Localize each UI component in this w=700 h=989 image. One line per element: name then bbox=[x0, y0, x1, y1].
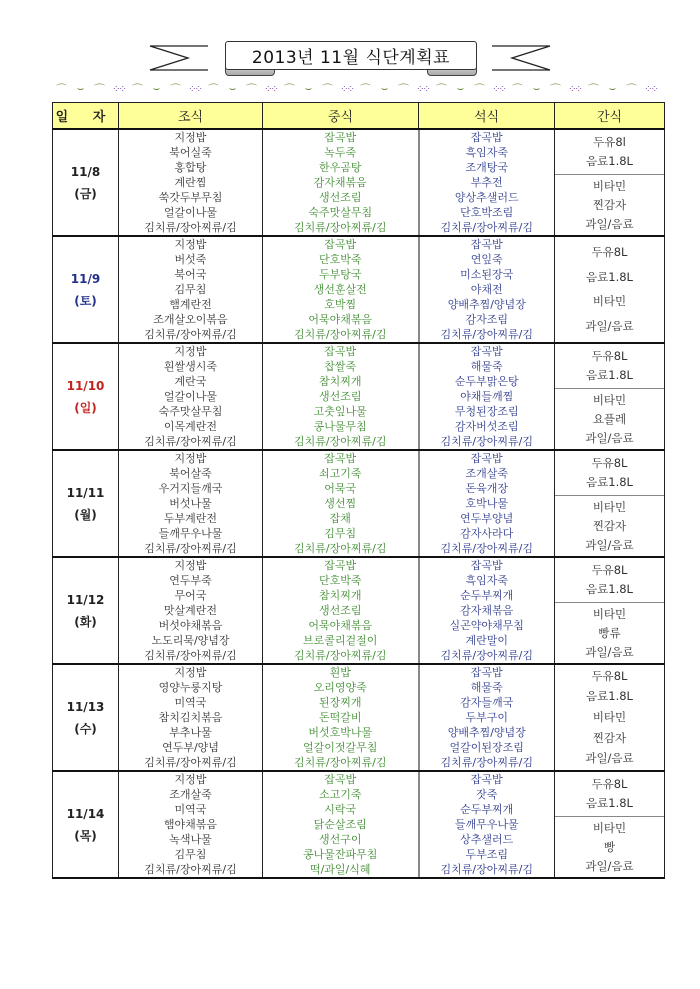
lunch-cell bbox=[263, 343, 419, 450]
breakfast-item: 흰쌀생시죽 bbox=[163, 360, 218, 373]
header-breakfast: 조식 bbox=[119, 103, 263, 130]
snack-item: 비타민 bbox=[592, 606, 627, 621]
snack-item: 찐감자 bbox=[592, 730, 627, 745]
dinner-item: 연잎죽 bbox=[470, 253, 503, 266]
breakfast-item: 김치류/장아찌류/김 bbox=[144, 863, 237, 876]
leaf-ornament-icon: ⌒ bbox=[246, 83, 257, 96]
lunch-item: 쇠고기죽 bbox=[318, 467, 362, 480]
snack-item: 두유8L bbox=[591, 777, 628, 791]
lunch-item: 호박찜 bbox=[324, 298, 357, 311]
date-label: 11/10 bbox=[66, 378, 105, 393]
date-cell bbox=[53, 664, 119, 771]
breakfast-item: 버섯야채볶음 bbox=[158, 619, 223, 632]
leaf-ornament-icon: ⌣ bbox=[456, 82, 465, 95]
breakfast-item: 조개살오이볶음 bbox=[153, 313, 228, 326]
lunch-item: 생선찜 bbox=[324, 497, 357, 510]
breakfast-item: 들깨무우나물 bbox=[158, 527, 223, 540]
weekday-label: (화) bbox=[74, 614, 97, 629]
dinner-item: 무청된장조림 bbox=[454, 405, 519, 418]
snack-item: 빵류 bbox=[598, 625, 621, 640]
table-row bbox=[53, 343, 665, 450]
breakfast-cell bbox=[119, 450, 263, 557]
lunch-cell bbox=[263, 236, 419, 343]
breakfast-cell bbox=[119, 664, 263, 771]
lunch-item: 생선훈살전 bbox=[313, 283, 367, 296]
date-label: 11/13 bbox=[66, 699, 105, 714]
breakfast-item: 영양누룽지탕 bbox=[158, 681, 223, 694]
lunch-item: 생선구이 bbox=[318, 833, 362, 846]
dinner-item: 야채들깨찜 bbox=[460, 390, 514, 403]
snack-afternoon bbox=[555, 496, 664, 556]
grape-ornament-icon: ⁘⁘ bbox=[112, 83, 125, 95]
snack-item: 음료1.8L bbox=[586, 475, 633, 489]
snack-cell bbox=[555, 129, 665, 236]
lunch-item: 콩나물무침 bbox=[313, 420, 367, 433]
breakfast-item: 지정밥 bbox=[174, 238, 207, 251]
breakfast-item: 이목계란전 bbox=[163, 420, 218, 433]
dinner-item: 김치류/장아찌류/김 bbox=[440, 542, 533, 555]
leaf-ornament-icon: ⌒ bbox=[170, 83, 181, 96]
snack-item: 음료1.8L bbox=[586, 796, 633, 810]
breakfast-item: 미역국 bbox=[174, 803, 207, 816]
date-cell bbox=[53, 343, 119, 450]
weekday-label: (토) bbox=[74, 293, 97, 308]
dinner-item: 조개탕국 bbox=[465, 161, 508, 174]
lunch-item: 녹두죽 bbox=[324, 146, 357, 159]
dinner-item: 두부조림 bbox=[465, 848, 508, 861]
weekday-label: (수) bbox=[74, 721, 97, 736]
lunch-item: 잡채 bbox=[329, 512, 351, 525]
snack-item: 비타민 bbox=[592, 499, 627, 514]
breakfast-item: 김치류/장아찌류/김 bbox=[144, 435, 237, 448]
breakfast-cell bbox=[119, 236, 263, 343]
ribbon-tail-right-icon bbox=[492, 44, 552, 72]
leaf-ornament-icon: ⌒ bbox=[284, 83, 295, 96]
breakfast-item: 노도리묵/양념장 bbox=[151, 634, 230, 647]
grape-ornament-icon: ⁘⁘ bbox=[492, 83, 505, 95]
date-label: 11/9 bbox=[70, 271, 101, 286]
leaf-ornament-icon: ⌣ bbox=[76, 82, 85, 95]
date-label: 11/12 bbox=[66, 592, 105, 607]
dinner-item: 실곤약야채무침 bbox=[449, 619, 524, 632]
breakfast-item: 북어살죽 bbox=[169, 467, 212, 480]
breakfast-cell bbox=[119, 129, 263, 236]
dinner-item: 상추샐러드 bbox=[460, 833, 514, 846]
lunch-item: 생선조림 bbox=[318, 390, 362, 403]
lunch-item: 잡곡밥 bbox=[324, 559, 357, 572]
grape-ornament-icon: ⁘⁘ bbox=[340, 83, 353, 95]
lunch-item: 참치찌개 bbox=[318, 589, 362, 602]
breakfast-item: 지정밥 bbox=[174, 666, 207, 679]
leaf-ornament-icon: ⌣ bbox=[304, 82, 313, 95]
dinner-item: 김치류/장아찌류/김 bbox=[440, 756, 533, 769]
leaf-ornament-icon: ⌒ bbox=[474, 83, 485, 96]
snack-cell bbox=[555, 450, 665, 557]
grape-ornament-icon: ⁘⁘ bbox=[568, 83, 581, 95]
snack-item: 두유8L bbox=[591, 563, 628, 577]
lunch-item: 잡곡밥 bbox=[324, 238, 357, 251]
meal-plan-table bbox=[52, 102, 665, 879]
lunch-item: 단호박죽 bbox=[318, 253, 362, 266]
lunch-item: 감자채볶음 bbox=[313, 176, 367, 189]
leaf-ornament-icon: ⌒ bbox=[360, 83, 371, 96]
lunch-item: 시락국 bbox=[324, 803, 357, 816]
lunch-item: 오리영양죽 bbox=[313, 681, 367, 694]
breakfast-item: 지정밥 bbox=[174, 345, 207, 358]
dinner-item: 잡곡밥 bbox=[470, 559, 503, 572]
leaf-ornament-icon: ⌒ bbox=[322, 83, 333, 96]
dinner-item: 흑임자죽 bbox=[465, 146, 508, 159]
dinner-item: 흑임자죽 bbox=[465, 574, 508, 587]
snack-item: 두유8L bbox=[591, 349, 628, 363]
header-snack: 간식 bbox=[555, 103, 665, 130]
snack-item: 두유8L bbox=[591, 244, 628, 259]
dinner-cell bbox=[419, 771, 555, 878]
lunch-item: 잡곡밥 bbox=[324, 773, 357, 786]
breakfast-item: 얼갈이나물 bbox=[163, 390, 218, 403]
dinner-item: 김치류/장아찌류/김 bbox=[440, 328, 533, 341]
lunch-item: 김치류/장아찌류/김 bbox=[294, 328, 387, 341]
dinner-item: 김치류/장아찌류/김 bbox=[440, 649, 533, 662]
breakfast-item: 김치류/장아찌류/김 bbox=[144, 221, 237, 234]
dinner-item: 잡곡밥 bbox=[470, 345, 503, 358]
lunch-item: 찹쌀죽 bbox=[324, 360, 357, 373]
breakfast-item: 북어국 bbox=[174, 268, 207, 281]
dinner-item: 김치류/장아찌류/김 bbox=[440, 863, 533, 876]
table-row bbox=[53, 771, 665, 878]
snack-item: 과일/음료 bbox=[585, 537, 634, 552]
table-row bbox=[53, 129, 665, 236]
breakfast-item: 연두부죽 bbox=[169, 574, 212, 587]
leaf-ornament-icon: ⌒ bbox=[398, 83, 409, 96]
lunch-item: 잡곡밥 bbox=[324, 345, 357, 358]
breakfast-item: 김치류/장아찌류/김 bbox=[144, 328, 237, 341]
leaf-ornament-icon: ⌣ bbox=[532, 82, 541, 95]
snack-item: 비타민 bbox=[592, 294, 627, 309]
snack-item: 비타민 bbox=[592, 820, 627, 835]
breakfast-item: 지정밥 bbox=[174, 131, 207, 144]
dinner-item: 김치류/장아찌류/김 bbox=[440, 435, 533, 448]
breakfast-item: 무어국 bbox=[174, 589, 207, 602]
snack-morning bbox=[555, 130, 664, 175]
leaf-ornament-icon: ⌒ bbox=[550, 83, 561, 96]
breakfast-item: 참치김치볶음 bbox=[158, 711, 223, 724]
grape-ornament-icon: ⁘⁘ bbox=[416, 83, 429, 95]
breakfast-item: 계란찜 bbox=[174, 176, 207, 189]
dinner-item: 감자채볶음 bbox=[460, 604, 514, 617]
dinner-item: 연두부양념 bbox=[460, 512, 514, 525]
dinner-item: 순두부찌개 bbox=[460, 803, 514, 816]
dinner-item: 잣죽 bbox=[476, 788, 498, 801]
snack-cell bbox=[555, 664, 665, 771]
lunch-item: 콩나물잔파무침 bbox=[303, 848, 378, 861]
lunch-item: 된장찌개 bbox=[318, 696, 362, 709]
dinner-cell bbox=[419, 557, 555, 664]
table-row bbox=[53, 450, 665, 557]
snack-item: 찐감자 bbox=[592, 518, 627, 533]
weekday-label: (일) bbox=[74, 400, 97, 415]
table-row bbox=[53, 664, 665, 771]
snack-item: 두유8L bbox=[591, 668, 628, 683]
lunch-item: 김치류/장아찌류/김 bbox=[294, 221, 387, 234]
dinner-item: 김치류/장아찌류/김 bbox=[440, 221, 533, 234]
breakfast-cell bbox=[119, 771, 263, 878]
dinner-item: 양배추찜/양념장 bbox=[447, 726, 526, 739]
leaf-ornament-icon: ⌒ bbox=[588, 83, 599, 96]
dinner-cell bbox=[419, 236, 555, 343]
leaf-ornament-icon: ⌒ bbox=[626, 83, 637, 96]
dinner-item: 양상추샐러드 bbox=[454, 191, 519, 204]
title-banner bbox=[150, 38, 550, 78]
snack-item: 음료1.8L bbox=[586, 368, 633, 382]
lunch-item: 어묵야채볶음 bbox=[308, 313, 373, 326]
dinner-cell bbox=[419, 450, 555, 557]
snack-morning bbox=[555, 772, 664, 817]
lunch-cell bbox=[263, 450, 419, 557]
snack-item: 두유8L bbox=[591, 456, 628, 470]
date-cell bbox=[53, 557, 119, 664]
lunch-item: 김무침 bbox=[324, 527, 357, 540]
dinner-item: 감자버섯조림 bbox=[454, 420, 519, 433]
lunch-item: 김치류/장아찌류/김 bbox=[294, 649, 387, 662]
snack-item: 과일/음료 bbox=[585, 751, 634, 766]
lunch-cell bbox=[263, 557, 419, 664]
dinner-item: 들깨무우나물 bbox=[454, 818, 519, 831]
date-cell bbox=[53, 236, 119, 343]
dinner-item: 잡곡밥 bbox=[470, 666, 503, 679]
lunch-item: 닭순살조림 bbox=[313, 818, 367, 831]
breakfast-item: 햄계란전 bbox=[169, 298, 212, 311]
leaf-ornament-icon: ⌒ bbox=[56, 83, 67, 96]
snack-morning bbox=[555, 451, 664, 496]
snack-item: 음료1.8L bbox=[586, 154, 633, 168]
breakfast-item: 계란국 bbox=[174, 375, 207, 388]
snack-item: 두유8l bbox=[593, 135, 626, 149]
lunch-item: 김치류/장아찌류/김 bbox=[294, 435, 387, 448]
snack-afternoon bbox=[555, 389, 664, 449]
lunch-item: 생선조림 bbox=[318, 604, 362, 617]
breakfast-item: 홍합탕 bbox=[174, 161, 207, 174]
lunch-item: 잡곡밥 bbox=[324, 452, 357, 465]
snack-item: 과일/음료 bbox=[585, 216, 634, 231]
snack-afternoon bbox=[555, 603, 664, 663]
lunch-item: 숙주맛살무침 bbox=[308, 206, 373, 219]
date-label: 11/14 bbox=[66, 806, 105, 821]
breakfast-item: 햄야채볶음 bbox=[163, 818, 218, 831]
breakfast-item: 연두부/양념 bbox=[162, 741, 219, 754]
breakfast-item: 쑥갓두부무침 bbox=[158, 191, 223, 204]
dinner-item: 감자조림 bbox=[465, 313, 508, 326]
breakfast-cell bbox=[119, 557, 263, 664]
dinner-item: 잡곡밥 bbox=[470, 131, 503, 144]
dinner-cell bbox=[419, 129, 555, 236]
snack-item: 음료1.8L bbox=[586, 582, 633, 596]
snack-afternoon bbox=[555, 175, 664, 235]
dinner-item: 야채전 bbox=[470, 283, 503, 296]
snack-item: 요플레 bbox=[592, 411, 627, 426]
lunch-item: 브로콜리겉절이 bbox=[303, 634, 378, 647]
date-cell bbox=[53, 129, 119, 236]
snack-item: 과일/음료 bbox=[585, 644, 634, 659]
snack-item: 비타민 bbox=[592, 392, 627, 407]
breakfast-item: 맛살계란전 bbox=[163, 604, 218, 617]
snack-morning bbox=[555, 558, 664, 603]
date-cell bbox=[53, 450, 119, 557]
breakfast-item: 북어실죽 bbox=[169, 146, 212, 159]
leaf-ornament-icon: ⌒ bbox=[436, 83, 447, 96]
decorative-border bbox=[52, 80, 664, 98]
breakfast-cell bbox=[119, 343, 263, 450]
snack-morning bbox=[555, 344, 664, 389]
lunch-item: 소고기죽 bbox=[318, 788, 362, 801]
table-row bbox=[53, 557, 665, 664]
lunch-item: 김치류/장아찌류/김 bbox=[294, 542, 387, 555]
dinner-item: 두부구이 bbox=[465, 711, 508, 724]
breakfast-item: 우거지들깨국 bbox=[158, 482, 223, 495]
header-date: 일 자 bbox=[53, 103, 119, 130]
snack-cell bbox=[555, 343, 665, 450]
date-label: 11/11 bbox=[66, 485, 105, 500]
dinner-item: 해물죽 bbox=[470, 681, 503, 694]
leaf-ornament-icon: ⌒ bbox=[512, 83, 523, 96]
dinner-item: 잡곡밥 bbox=[470, 773, 503, 786]
lunch-cell bbox=[263, 664, 419, 771]
snack-group bbox=[555, 237, 664, 342]
dinner-item: 순두부찌개 bbox=[460, 589, 514, 602]
snack-item: 비타민 bbox=[592, 178, 627, 193]
breakfast-item: 지정밥 bbox=[174, 559, 207, 572]
lunch-item: 돈떡갈비 bbox=[318, 711, 362, 724]
snack-item: 비타민 bbox=[592, 709, 627, 724]
lunch-item: 떡/과일/식혜 bbox=[309, 863, 371, 876]
lunch-item: 흰밥 bbox=[329, 666, 351, 679]
breakfast-item: 김치류/장아찌류/김 bbox=[144, 649, 237, 662]
dinner-item: 조개살죽 bbox=[465, 467, 508, 480]
breakfast-item: 버섯죽 bbox=[174, 253, 207, 266]
dinner-item: 잡곡밥 bbox=[470, 238, 503, 251]
lunch-item: 두부탕국 bbox=[318, 268, 362, 281]
table-row bbox=[53, 236, 665, 343]
date-label: 11/8 bbox=[70, 164, 101, 179]
snack-item: 음료1.8L bbox=[586, 689, 633, 704]
dinner-item: 감자사라다 bbox=[460, 527, 514, 540]
snack-item: 과일/음료 bbox=[585, 319, 634, 334]
header-lunch: 중식 bbox=[263, 103, 419, 130]
snack-cell bbox=[555, 557, 665, 664]
dinner-item: 단호박조림 bbox=[460, 206, 514, 219]
breakfast-item: 녹색나물 bbox=[169, 833, 212, 846]
snack-item: 과일/음료 bbox=[585, 430, 634, 445]
snack-item: 빵 bbox=[603, 839, 616, 854]
weekday-label: (목) bbox=[74, 828, 97, 843]
leaf-ornament-icon: ⌣ bbox=[380, 82, 389, 95]
weekday-label: (월) bbox=[74, 507, 97, 522]
breakfast-item: 조개살죽 bbox=[169, 788, 212, 801]
snack-afternoon bbox=[555, 817, 664, 877]
lunch-item: 단호박죽 bbox=[318, 574, 362, 587]
grape-ornament-icon: ⁘⁘ bbox=[264, 83, 277, 95]
weekday-label: (금) bbox=[74, 186, 97, 201]
dinner-item: 순두부맑은탕 bbox=[454, 375, 519, 388]
leaf-ornament-icon: ⌒ bbox=[132, 83, 143, 96]
leaf-ornament-icon: ⌣ bbox=[608, 82, 617, 95]
snack-item: 음료1.8L bbox=[586, 269, 633, 284]
dinner-item: 잡곡밥 bbox=[470, 452, 503, 465]
lunch-item: 얼갈이젓갈무침 bbox=[303, 741, 378, 754]
snack-item: 과일/음료 bbox=[585, 858, 634, 873]
breakfast-item: 숙주맛살무침 bbox=[158, 405, 223, 418]
grape-ornament-icon: ⁘⁘ bbox=[644, 83, 657, 95]
dinner-item: 얼갈이된장조림 bbox=[449, 741, 524, 754]
lunch-item: 한우곰탕 bbox=[318, 161, 362, 174]
breakfast-item: 김무침 bbox=[174, 848, 207, 861]
ribbon-tail-left-icon bbox=[148, 44, 208, 72]
lunch-item: 어묵국 bbox=[324, 482, 357, 495]
page-title: 2013년 11월 식단계획표 bbox=[225, 41, 477, 70]
dinner-item: 부추전 bbox=[470, 176, 503, 189]
grape-ornament-icon: ⁘⁘ bbox=[188, 83, 201, 95]
breakfast-item: 미역국 bbox=[174, 696, 207, 709]
snack-group bbox=[555, 665, 664, 770]
lunch-item: 버섯호박나물 bbox=[308, 726, 373, 739]
breakfast-item: 지정밥 bbox=[174, 452, 207, 465]
date-cell bbox=[53, 771, 119, 878]
lunch-item: 김치류/장아찌류/김 bbox=[294, 756, 387, 769]
dinner-cell bbox=[419, 664, 555, 771]
dinner-cell bbox=[419, 343, 555, 450]
dinner-item: 해물죽 bbox=[470, 360, 503, 373]
breakfast-item: 얼갈이나물 bbox=[163, 206, 218, 219]
leaf-ornament-icon: ⌣ bbox=[152, 82, 161, 95]
breakfast-item: 버섯나물 bbox=[169, 497, 212, 510]
header-dinner: 석식 bbox=[419, 103, 555, 130]
dinner-item: 호박나물 bbox=[465, 497, 508, 510]
dinner-item: 계란말이 bbox=[465, 634, 508, 647]
snack-item: 찐감자 bbox=[592, 197, 627, 212]
dinner-item: 양배추찜/양념장 bbox=[447, 298, 526, 311]
dinner-item: 돈육개장 bbox=[465, 482, 508, 495]
lunch-item: 생선조림 bbox=[318, 191, 362, 204]
leaf-ornament-icon: ⌣ bbox=[228, 82, 237, 95]
snack-cell bbox=[555, 771, 665, 878]
lunch-item: 참치찌개 bbox=[318, 375, 362, 388]
lunch-item: 잡곡밥 bbox=[324, 131, 357, 144]
dinner-item: 미소된장국 bbox=[460, 268, 514, 281]
leaf-ornament-icon: ⌒ bbox=[208, 83, 219, 96]
lunch-cell bbox=[263, 771, 419, 878]
dinner-item: 감자들깨국 bbox=[460, 696, 514, 709]
lunch-item: 어묵야채볶음 bbox=[308, 619, 373, 632]
breakfast-item: 두부계란전 bbox=[163, 512, 218, 525]
lunch-cell bbox=[263, 129, 419, 236]
lunch-item: 고춧잎나물 bbox=[313, 405, 367, 418]
leaf-ornament-icon: ⌒ bbox=[94, 83, 105, 96]
breakfast-item: 지정밥 bbox=[174, 773, 207, 786]
header-row bbox=[53, 103, 665, 130]
breakfast-item: 김무침 bbox=[174, 283, 207, 296]
breakfast-item: 김치류/장아찌류/김 bbox=[144, 756, 237, 769]
breakfast-item: 김치류/장아찌류/김 bbox=[144, 542, 237, 555]
snack-cell bbox=[555, 236, 665, 343]
breakfast-item: 부추나물 bbox=[169, 726, 212, 739]
